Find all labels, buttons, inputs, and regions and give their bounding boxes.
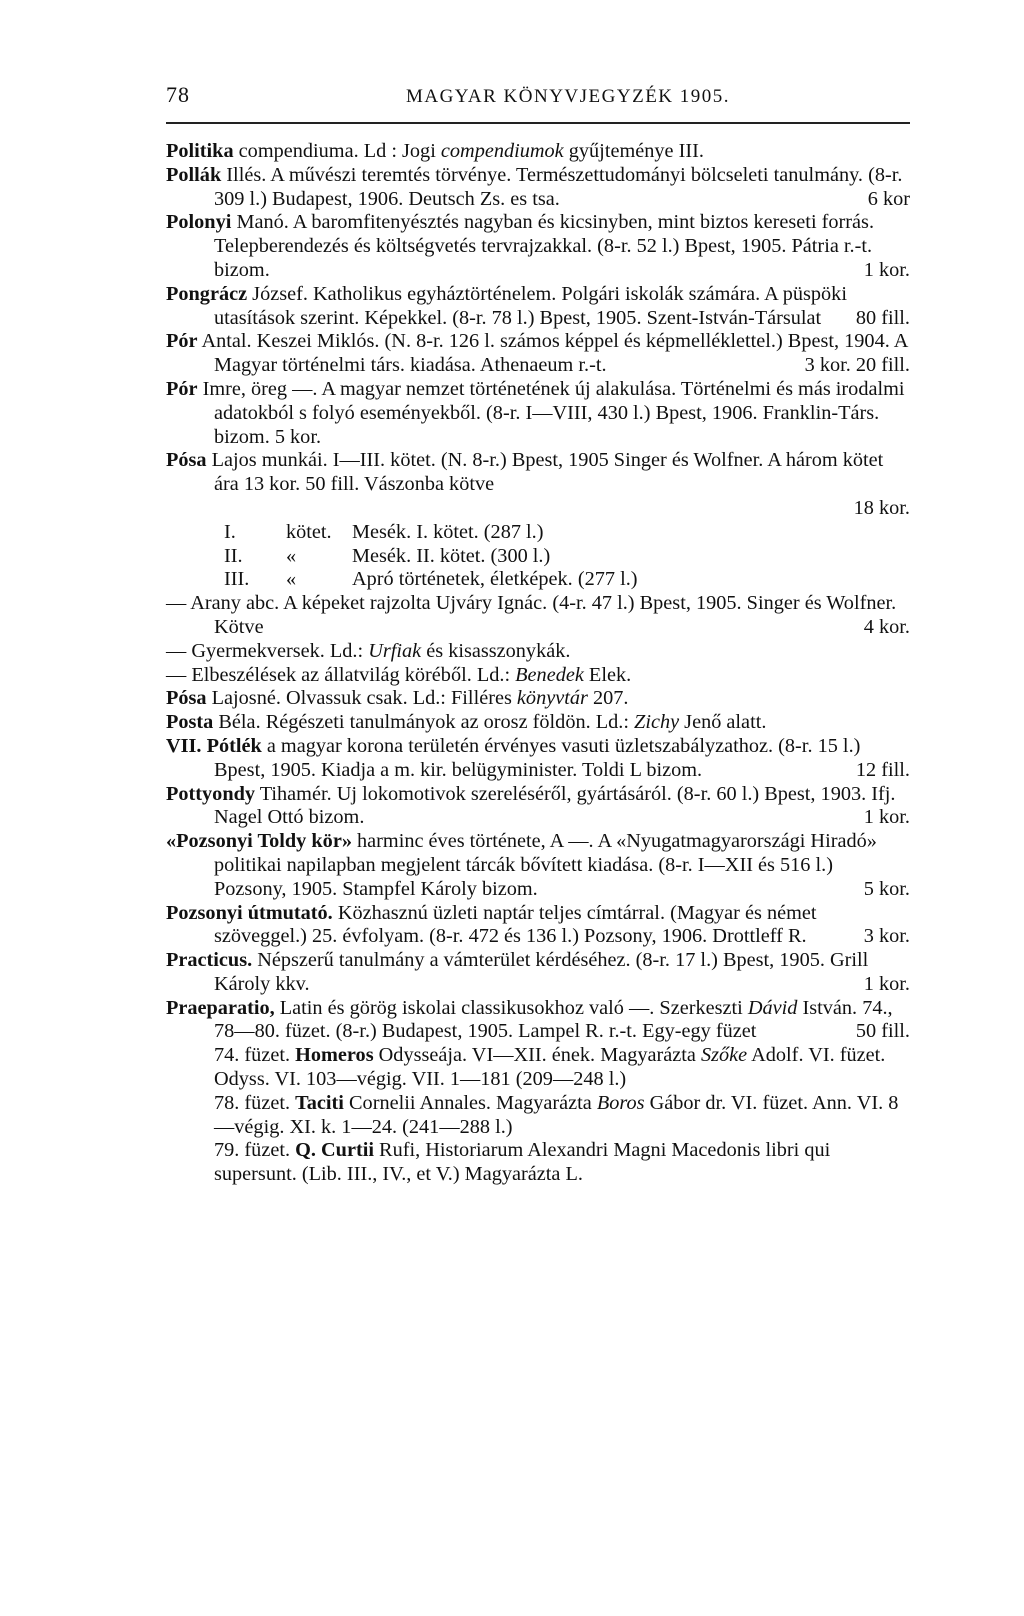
volume-line: I. kötet. Mesék. I. kötet. (287 l.): [224, 520, 544, 543]
entry-arany-abc: — Arany abc. A képeket rajzolta Ujváry Ignác. (4-r. 47 l.) Bpest, 1905. Singer és Wolfner. Kötve 4 kor.: [166, 592, 910, 638]
volume-line: III. « Apró történetek, életképek. (277 l.): [224, 568, 638, 591]
entry-por-imre: Pór Imre, öreg —. A magyar nemzet történetének új alakulása. Történelmi és más irodalmi adatokból s folyó eseményekből. (8-r. I—VIII, 430 l.) Bpest, 1906. Franklin-Társ. bizom. 5 kor.: [166, 377, 905, 448]
entry-practicus: Practicus. Népszerű tanulmány a vámterület kérdéséhez. (8-r. 17 l.) Bpest, 1905. Grill Károly kkv. 1 kor.: [166, 949, 910, 995]
page-header: [166, 82, 910, 122]
entry-politika: Politika compendiuma. Ld : Jogi compendiumok gyűjteménye III.: [166, 140, 704, 162]
entry-praeparatio: Praeparatio, Latin és görög iskolai classikusokhoz való —. Szerkeszti Dávid István. 74., 78—80. füzet. (8-r.) Budapest, 1905. Lampel R. r.-t. Egy-egy füzet 50 fill.: [166, 996, 910, 1043]
entry-posa-lajos: Pósa Lajos munkái. I—III. kötet. (N. 8-r.) Bpest, 1905 Singer és Wolfner. A három kötet ára 13 kor. 50 fill. Vászonba kötve: [166, 449, 884, 496]
posa-price: 18 kor.: [853, 496, 910, 519]
sub-entry-homeros: 74. füzet. Homeros Odysseája. VI—XII. ének. Magyarázta Szőke Adolf. VI. füzet. Odyss. VI. 103—végig. VII. 1—181 (209—248 l.): [214, 1044, 886, 1091]
sub-entry-taciti: 78. füzet. Taciti Cornelii Annales. Magyarázta Boros Gábor dr. VI. füzet. Ann. VI. 8—végig. XI. k. 1—24. (241—288 l.): [214, 1091, 899, 1138]
entry-gyermekversek: — Gyermekversek. Ld.: Urfiak és kisasszonykák.: [166, 639, 571, 662]
entry-pottyondy: Pottyondy Tihamér. Uj lokomotivok szereléséről, gyártásáról. (8-r. 60 l.) Bpest, 1903. Ifj. Nagel Ottó bizom. 1 kor.: [166, 782, 910, 829]
entry-pongracz: Pongrácz József. Katholikus egyháztörténelem. Polgári iskolák számára. A püspöki utasítások szerint. Képekkel. (8-r. 78 l.) Bpest, 1905. Szent-István-Társulat 80 fill.: [166, 282, 910, 329]
entry-potlek: VII. Pótlék a magyar korona területén érvényes vasuti üzletszabályzathoz. (8-r. 15 l.) Bpest, 1905. Kiadja a m. kir. belügyminister. Toldi L bizom. 12 fill.: [166, 734, 910, 781]
entry-elbeszelesek: — Elbeszélések az állatvilág köréből. Ld.: Benedek Elek.: [166, 663, 632, 686]
entry-polonyi: Polonyi Manó. A baromfitenyésztés nagyban és kicsinyben, mint biztos kereseti forrás. Telepberendezés és költségvetés tervrajzakkal. (8-r. 52 l.) Bpest, 1905. Pátria r.-t. bizom. 1 kor.: [166, 211, 910, 281]
volume-line: II. « Mesék. II. kötet. (300 l.): [224, 544, 551, 567]
entry-pollak: Pollák Illés. A művészi teremtés törvénye. Természettudományi bölcseleti tanulmány. (8-r. 309 l.) Budapest, 1906. Deutsch Zs. es tsa. 6 kor: [166, 163, 910, 210]
entry-por-antal: Pór Antal. Keszei Miklós. (N. 8-r. 126 l. számos képpel és képmelléklettel.) Bpest, 1904. A Magyar történelmi társ. kiadása. Athenaeum r.-t. 3 kor. 20 fill.: [166, 330, 910, 377]
bibliography-list: [166, 140, 910, 1187]
page-number: 78: [166, 82, 190, 107]
entry-posa-lajosne: Pósa Lajosné. Olvassuk csak. Ld.: Filléres könyvtár 207.: [166, 687, 629, 710]
entry-pozsonyi-utmutato: Pozsonyi útmutató. Közhasznú üzleti naptár teljes címtárral. (Magyar és német szöveggel.) 25. évfolyam. (8-r. 472 és 136 l.) Pozsony, 1906. Drottleff R. 3 kor.: [166, 901, 910, 948]
header-rule: [166, 122, 910, 124]
running-head: MAGYAR KÖNYVJEGYZÉK 1905.: [405, 86, 731, 107]
entry-pozsonyi-toldy: «Pozsonyi Toldy kör» harminc éves története, A —. A «Nyugatmagyarországi Hiradó» politikai napilapban megjelent tárcák bővített kiadása. (8-r. I—XII és 516 l.) Pozsony, 1905. Stampfel Károly bizom. 5 kor.: [166, 830, 910, 900]
entry-posta: Posta Béla. Régészeti tanulmányok az orosz földön. Ld.: Zichy Jenő alatt.: [166, 711, 767, 734]
sub-entry-curtii: 79. füzet. Q. Curtii Rufi, Historiarum Alexandri Magni Macedonis libri qui supersunt. (Lib. III., IV., et V.) Magyarázta L.: [214, 1139, 831, 1186]
